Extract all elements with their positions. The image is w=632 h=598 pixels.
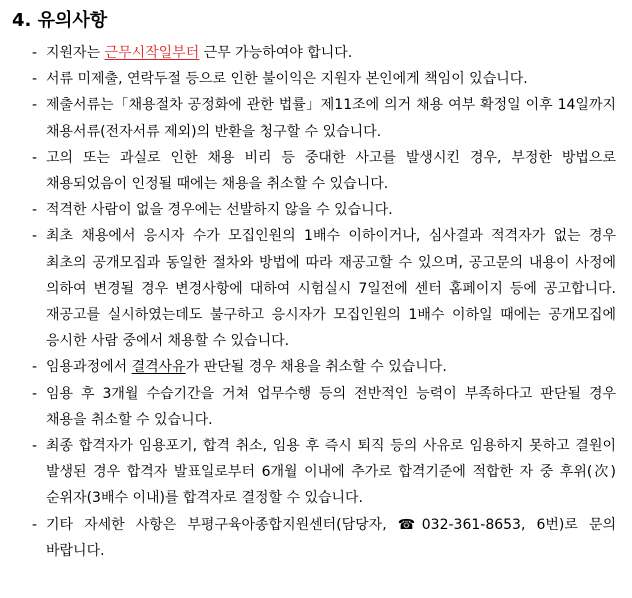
section-heading: 4. 유의사항 xyxy=(12,10,108,31)
notice-item-probation xyxy=(32,381,616,433)
notice-text: 서류 미제출, 연락두절 등으로 인한 불이익은 지원자 본인에게 책임이 있습니다. xyxy=(46,71,528,88)
notice-text: 근무 가능하여야 합니다. xyxy=(199,45,353,61)
notice-text: 지원자는 xyxy=(46,45,105,61)
notice-list xyxy=(32,40,616,564)
notice-text: 고의 또는 과실로 인한 채용 비리 등 중대한 사고를 발생시킨 경우, 부정한 방법으로 채용되었음이 인정될 때에는 채용을 취소할 수 있습니다. xyxy=(46,149,616,193)
notice-item-document-return xyxy=(32,92,616,144)
notice-text: 최종 합격자가 임용포기, 합격 취소, 임용 후 즉시 퇴직 등의 사유로 임용하지 못하고 결원이 발생된 경우 합격자 발표일로부터 6개월 이내에 추가로 합격기준에 적합한 자 중 후위(次) 순위자(3배수 이내)를 합격자로 결정할 수 있습니다. xyxy=(46,438,616,507)
notice-text: 적격한 사람이 없을 경우에는 선발하지 않을 수 있습니다. xyxy=(46,202,393,219)
bullet-dash: - xyxy=(32,71,38,88)
notice-text: 기타 자세한 사항은 부평구육아종합지원센터(담당자, ☎032-361-8653, 6번)로 문의 바랍니다. xyxy=(46,516,616,559)
notice-item-misconduct xyxy=(32,145,616,197)
notice-text: 임용과정에서 xyxy=(46,359,132,376)
bullet-dash: - xyxy=(32,45,38,61)
bullet-dash: - xyxy=(32,228,38,245)
notice-item-disqualification xyxy=(32,354,616,380)
bullet-dash: - xyxy=(32,385,38,402)
notice-item-no-selection xyxy=(32,197,616,223)
notice-item-documents xyxy=(32,66,616,92)
bullet-dash: - xyxy=(32,359,38,376)
bullet-dash: - xyxy=(32,516,38,533)
notice-text: 제출서류는「채용절차 공정화에 관한 법률」제11조에 의거 채용 여부 확정일 이후 14일까지 채용서류(전자서류 제외)의 반환을 청구할 수 있습니다. xyxy=(46,97,616,140)
bullet-dash: - xyxy=(32,149,38,166)
bullet-dash: - xyxy=(32,202,38,219)
notice-text: 가 판단될 경우 채용을 취소할 수 있습니다. xyxy=(185,359,447,376)
notice-text: 최초 채용에서 응시자 수가 모집인원의 1배수 이하이거나, 심사결과 적격자가 없는 경우 최초의 공개모집과 동일한 절차와 방법에 따라 재공고할 수 있으며, 공고문의 내용이 사정에 의하여 변경될 경우 변경사항에 대하여 시험실시 7일전에 센터 홈페이지 등에 공고합니다. 재공고를 실시하였는데도 불구하고 응시자가 모집인원의 1배수 이하일 때에는 공개모집에 응시한 사람 중에서 채용할 수 있습니다. xyxy=(46,228,616,350)
bullet-dash: - xyxy=(32,97,38,114)
notice-item-contact xyxy=(32,512,616,564)
bullet-dash: - xyxy=(32,438,38,455)
notice-item-re-announcement xyxy=(32,223,616,354)
highlight-disqualification: 결격사유 xyxy=(131,359,186,376)
notice-item-start-date xyxy=(32,40,616,66)
highlight-start-date: 근무시작일부터 xyxy=(104,45,200,61)
notice-item-additional-pass xyxy=(32,433,616,512)
notice-text: 임용 후 3개월 수습기간을 거쳐 업무수행 등의 전반적인 능력이 부족하다고 판단될 경우 채용을 취소할 수 있습니다. xyxy=(46,385,616,428)
